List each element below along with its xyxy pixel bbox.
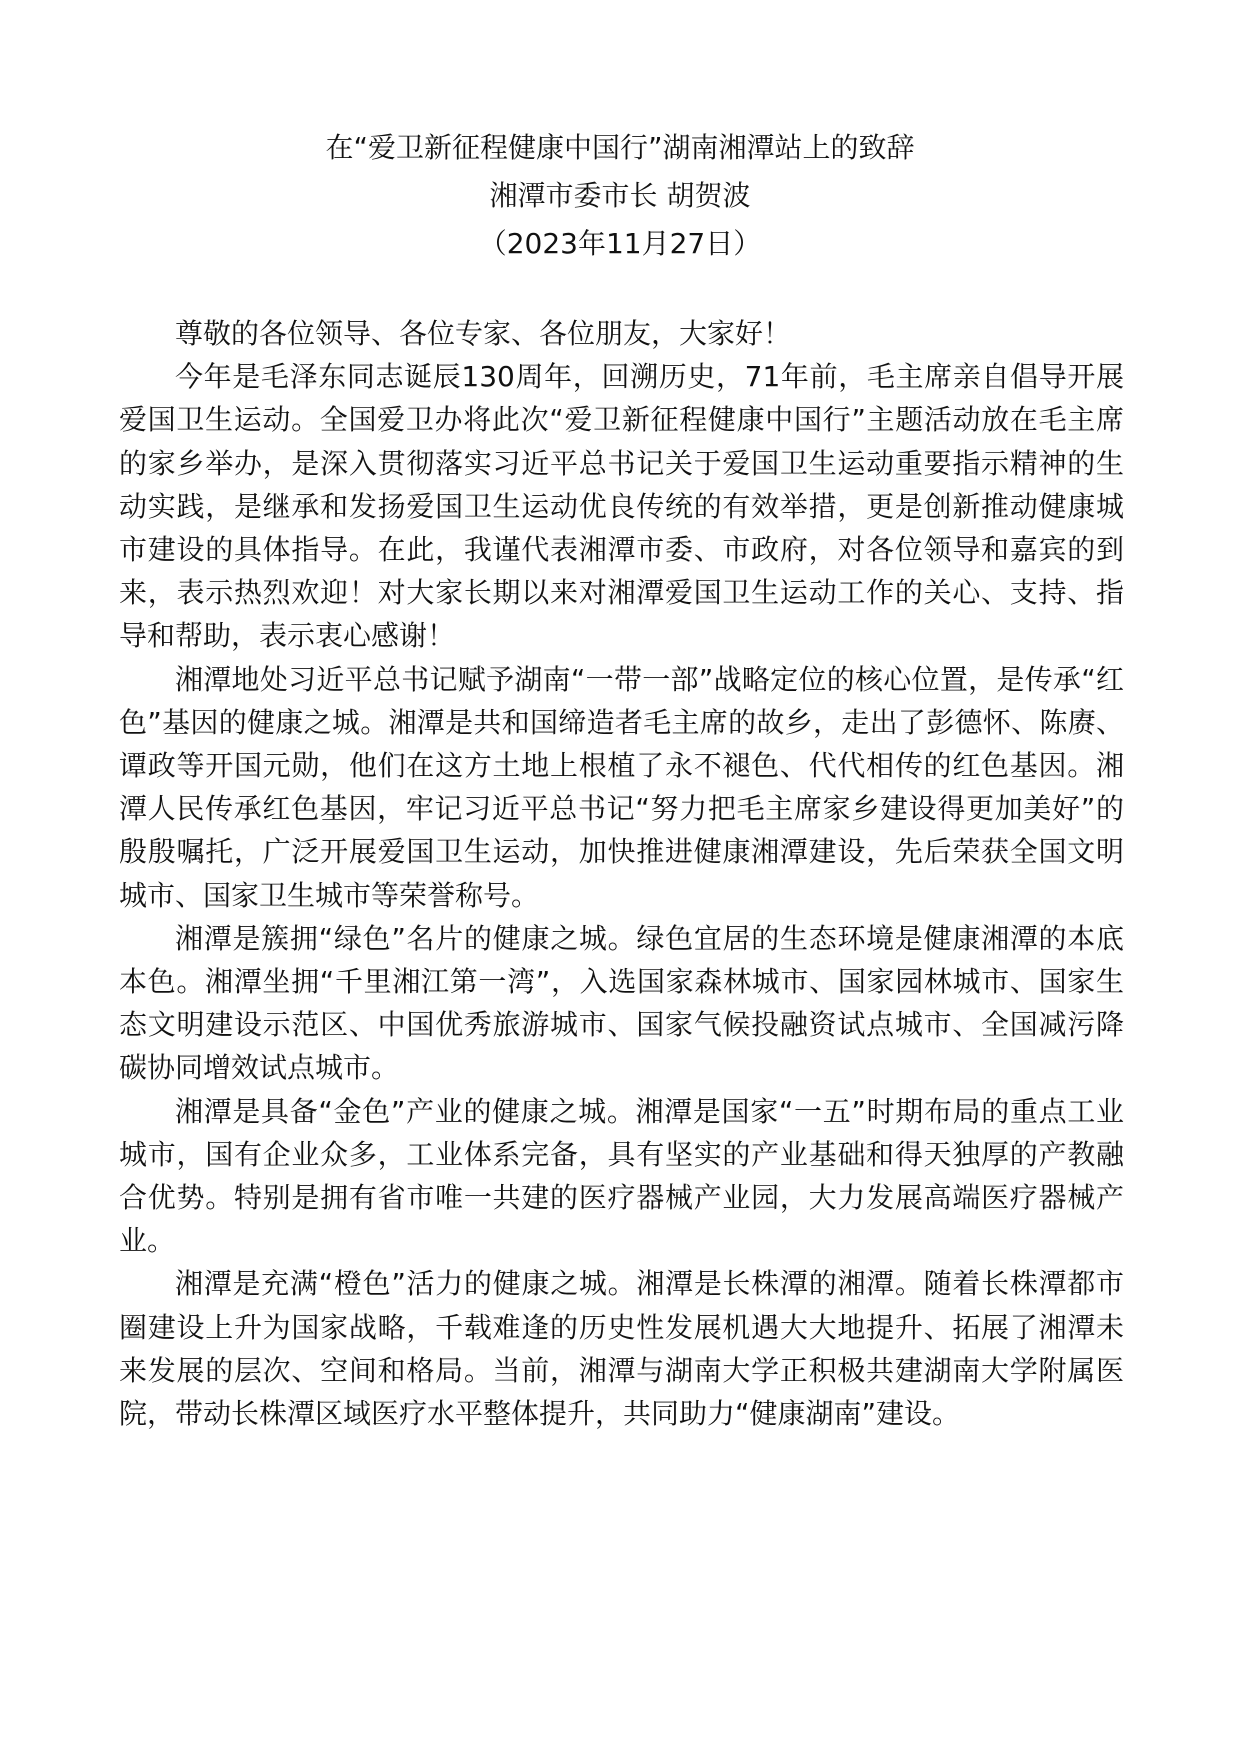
paragraph-introduction: 今年是毛泽东同志诞辰130周年，回溯历史，71年前，毛主席亲自倡导开展爱国卫生运动。全国爱卫办将此次“爱卫新征程健康中国行”主题活动放在毛主席的家乡举办，是深入贯彻落实习近平总书记关于爱国卫生运动重要指示精神的生动实践，是继承和发扬爱国卫生运动优良传统的有效举措，更是创新推动健康城市建设的具体指导。在此，我谨代表湘潭市委、市政府，对各位领导和嘉宾的到来，表示热烈欢迎！对大家长期以来对湘潭爱国卫生运动工作的关心、支持、指导和帮助，表示衷心感谢！ <box>119 360 1124 653</box>
paragraph-gold: 湘潭是具备“金色”产业的健康之城。湘潭是国家“一五”时期布局的重点工业城市，国有企业众多，工业体系完备，具有坚实的产业基础和得天独厚的产教融合优势。特别是拥有省市唯一共建的医疗器械产业园，大力发展高端医疗器械产业。 <box>119 1094 1124 1258</box>
document-author: 湘潭市委市长 胡贺波 <box>489 179 751 212</box>
document-date: （2023年11月27日） <box>478 227 762 260</box>
paragraph-red: 湘潭地处习近平总书记赋予湖南“一带一部”战略定位的核心位置，是传承“红色”基因的健康之城。湘潭是共和国缔造者毛主席的故乡，走出了彭德怀、陈赓、谭政等开国元勋，他们在这方土地上根植了永不褪色、代代相传的红色基因。湘潭人民传承红色基因，牢记习近平总书记“努力把毛主席家乡建设得更加美好”的殷殷嘱托，广泛开展爱国卫生运动，加快推进健康湘潭建设，先后荣获全国文明城市、国家卫生城市等荣誉称号。 <box>119 662 1124 912</box>
paragraph-greeting: 尊敬的各位领导、各位专家、各位朋友，大家好！ <box>175 317 792 350</box>
document-header <box>0 124 1240 268</box>
document-title: 在“爱卫新征程健康中国行”湖南湘潭站上的致辞 <box>325 131 915 164</box>
paragraph-orange: 湘潭是充满“橙色”活力的健康之城。湘潭是长株潭的湘潭。随着长株潭都市圈建设上升为国家战略，千载难逢的历史性发展机遇大大地提升、拓展了湘潭未来发展的层次、空间和格局。当前，湘潭与湖南大学正积极共建湖南大学附属医院，带动长株潭区域医疗水平整体提升，共同助力“健康湖南”建设。 <box>119 1267 1124 1431</box>
document-body <box>119 312 1124 1435</box>
paragraph-green: 湘潭是簇拥“绿色”名片的健康之城。绿色宜居的生态环境是健康湘潭的本底本色。湘潭坐拥“千里湘江第一湾”，入选国家森林城市、国家园林城市、国家生态文明建设示范区、中国优秀旅游城市、国家气候投融资试点城市、全国减污降碳协同增效试点城市。 <box>119 921 1124 1085</box>
